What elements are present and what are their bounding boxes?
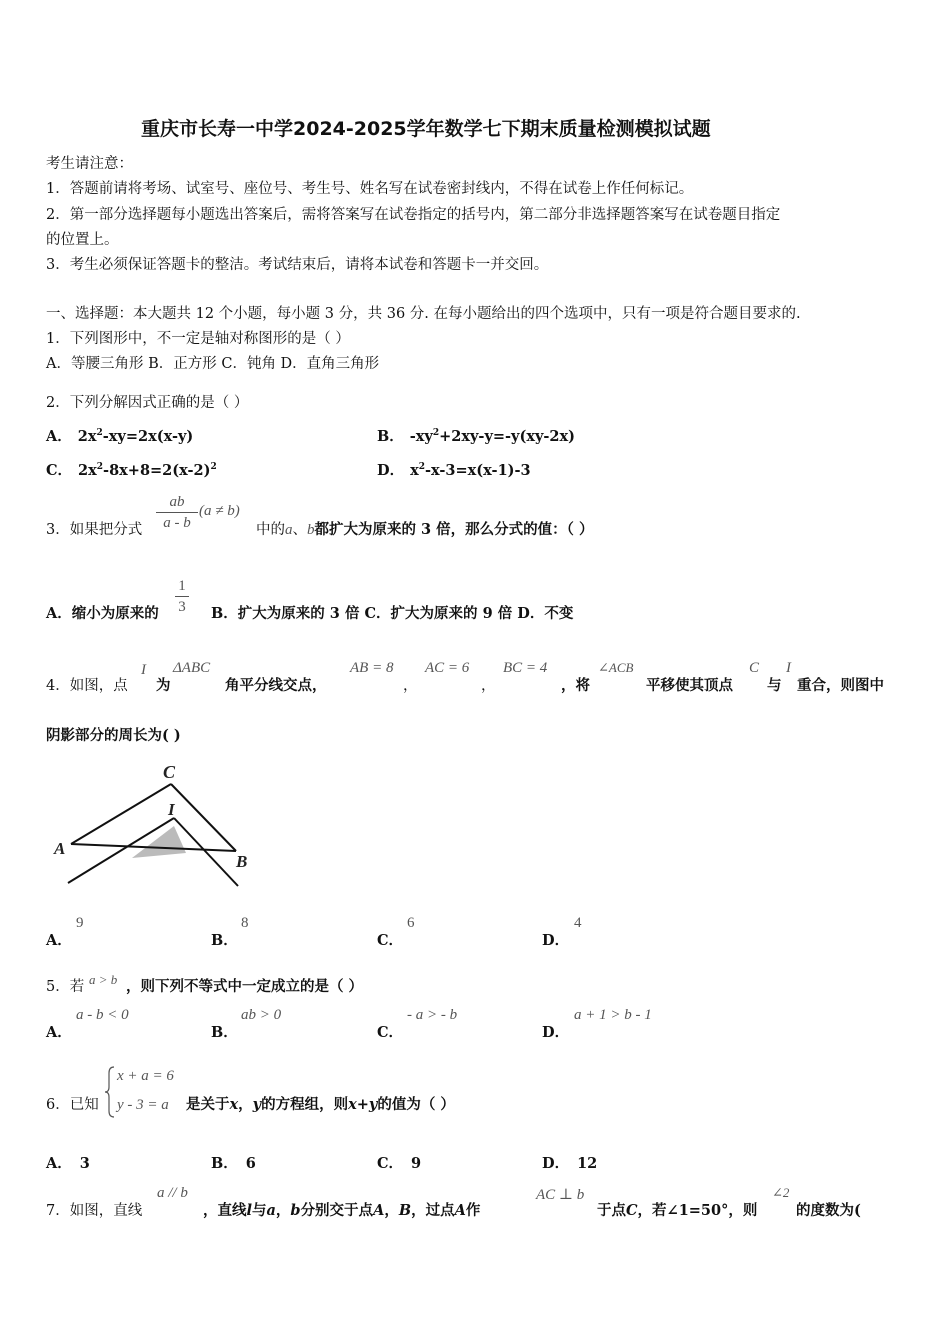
question-3-prefix: 3．如果把分式 [46,522,143,538]
option-value: 4 [574,915,582,931]
question-6-suffix: 是关于x，y的方程组，则x+y的值为（ ） [186,1096,455,1113]
question-2-option-d: D． $x^2-x-3=x(x-1)-3$ [377,462,531,479]
condition: (a ≠ b) [199,503,240,519]
q4-text: ， [481,678,496,694]
question-7-prefix: 7．如图，直线 [46,1203,143,1219]
option-label: D． [542,1024,570,1041]
fraction-ab: $\frac{ab}{a - b}$ [156,492,198,533]
option-label: A． [46,1024,72,1041]
option-label: D． [542,932,570,949]
question-5-prefix: 5．若 [46,979,85,995]
option-value: ab > 0 [241,1007,282,1023]
ac-length: AC = 6 [425,660,470,676]
notice-item: 1．答题前请将考场、试室号、座位号、考生号、姓名写在试卷密封线内，不得在试卷上作任何标记。 [46,181,694,197]
label-c: C [163,762,176,782]
question-1-stem: 1．下列图形中，不一定是轴对称图形的是（ ） [46,331,350,347]
label-i: I [168,800,175,819]
option-value: 9 [76,915,84,931]
condition: a > b [89,972,118,987]
question-6-option: C． 9 [377,1155,422,1172]
question-2-option-b: B． $-xy^2+2xy-y=-y(xy-2x)$ [377,428,576,445]
parallel-condition: a // b [157,1185,188,1201]
option-label: C． [377,932,404,949]
brace-icon [104,1065,116,1119]
question-6-option: A． 3 [46,1155,90,1172]
question-4-line2: 阴影部分的周长为( ) [46,727,181,744]
angle-acb: ∠ACB [598,660,634,675]
question-6-option: D． 12 [542,1155,598,1172]
option-value: a - b < 0 [76,1007,129,1023]
option-label: A． [46,932,72,949]
page-title: 重庆市长寿一中学2024-2025学年数学七下期末质量检测模拟试题 [141,118,711,140]
option-label: C． [377,1024,404,1041]
equation-1: x + a = 6 [117,1068,174,1084]
option-value: - a > - b [407,1007,458,1023]
fraction-one-third: $\frac{1}{3}$ [175,576,189,617]
q4-text: 与 [767,677,782,694]
option-value: a + 1 > b - 1 [574,1007,652,1023]
question-1-options: A．等腰三角形 B．正方形 C．钝角 D．直角三角形 [46,356,380,372]
question-2-stem: 2．下列分解因式正确的是（ ） [46,395,249,411]
q4-text: 为 [156,677,171,694]
bc-length: BC = 4 [503,660,548,676]
question-2-option-a: A． $2x^2-xy=2x(x-y)$ [46,428,194,445]
question-6-option: B． 6 [211,1155,256,1172]
question-3-mid: 中的a、b都扩大为原来的 3 倍，那么分式的值：（ ） [256,521,594,538]
question-7-end: 于点C，若∠1=50°，则 [597,1202,758,1219]
question-7-tail: 的度数为( [796,1202,861,1219]
question-4-stem: 4．如图，点 [46,678,128,694]
option-label: B． [211,932,238,949]
q4-text: ，将 [561,677,590,694]
q4-text: ， [403,678,418,694]
q4-text: 平移使其顶点 [646,677,733,694]
question-6-prefix: 6．已知 [46,1097,99,1113]
option-value: 8 [241,915,249,931]
label-a: A [54,839,66,858]
notice-item: 2．第一部分选择题每小题选出答案后，需将答案写在试卷指定的括号内，第二部分非选择题答案写在试卷题目指定 [46,207,781,223]
notice-item: 的位置上。 [46,232,119,248]
option-value: 6 [407,915,415,931]
triangle-abc: ΔABC [173,660,211,676]
point-i: I [141,662,146,678]
question-3-options-rest: B．扩大为原来的 3 倍 C．扩大为原来的 9 倍 D．不变 [211,605,574,622]
q4-text: 重合，则图中 [797,677,884,694]
option-label: B． [211,1024,238,1041]
question-7-mid: ，直线l与a，b分别交于点A，B，过点A作 [203,1202,481,1219]
notice-heading: 考生请注意： [46,156,133,172]
notice-item: 3．考生必须保证答题卡的整洁。考试结束后，请将本试卷和答题卡一并交回。 [46,257,549,273]
q4-text: 角平分线交点， [225,677,327,694]
equation-2: y - 3 = a [117,1097,169,1113]
section-heading: 一、选择题：本大题共 12 个小题，每小题 3 分，共 36 分. 在每小题给出的四个选项中，只有一项是符合题目要求的. [46,306,801,322]
question-2-option-c: C． $2x^2-8x+8=2(x-2)^2$ [46,462,217,479]
point-c: C [749,660,760,676]
shaded-region [132,826,186,858]
ab-length: AB = 8 [350,660,394,676]
label-b: B [236,852,248,871]
perpendicular-condition: AC ⊥ b [536,1187,585,1203]
question-5-suffix: ，则下列不等式中一定成立的是（ ） [126,978,364,995]
point-i: I [786,660,791,676]
question-3-option-a: A．缩小为原来的 [46,605,159,622]
triangle-figure [46,756,266,892]
angle-2: ∠2 [772,1185,790,1200]
